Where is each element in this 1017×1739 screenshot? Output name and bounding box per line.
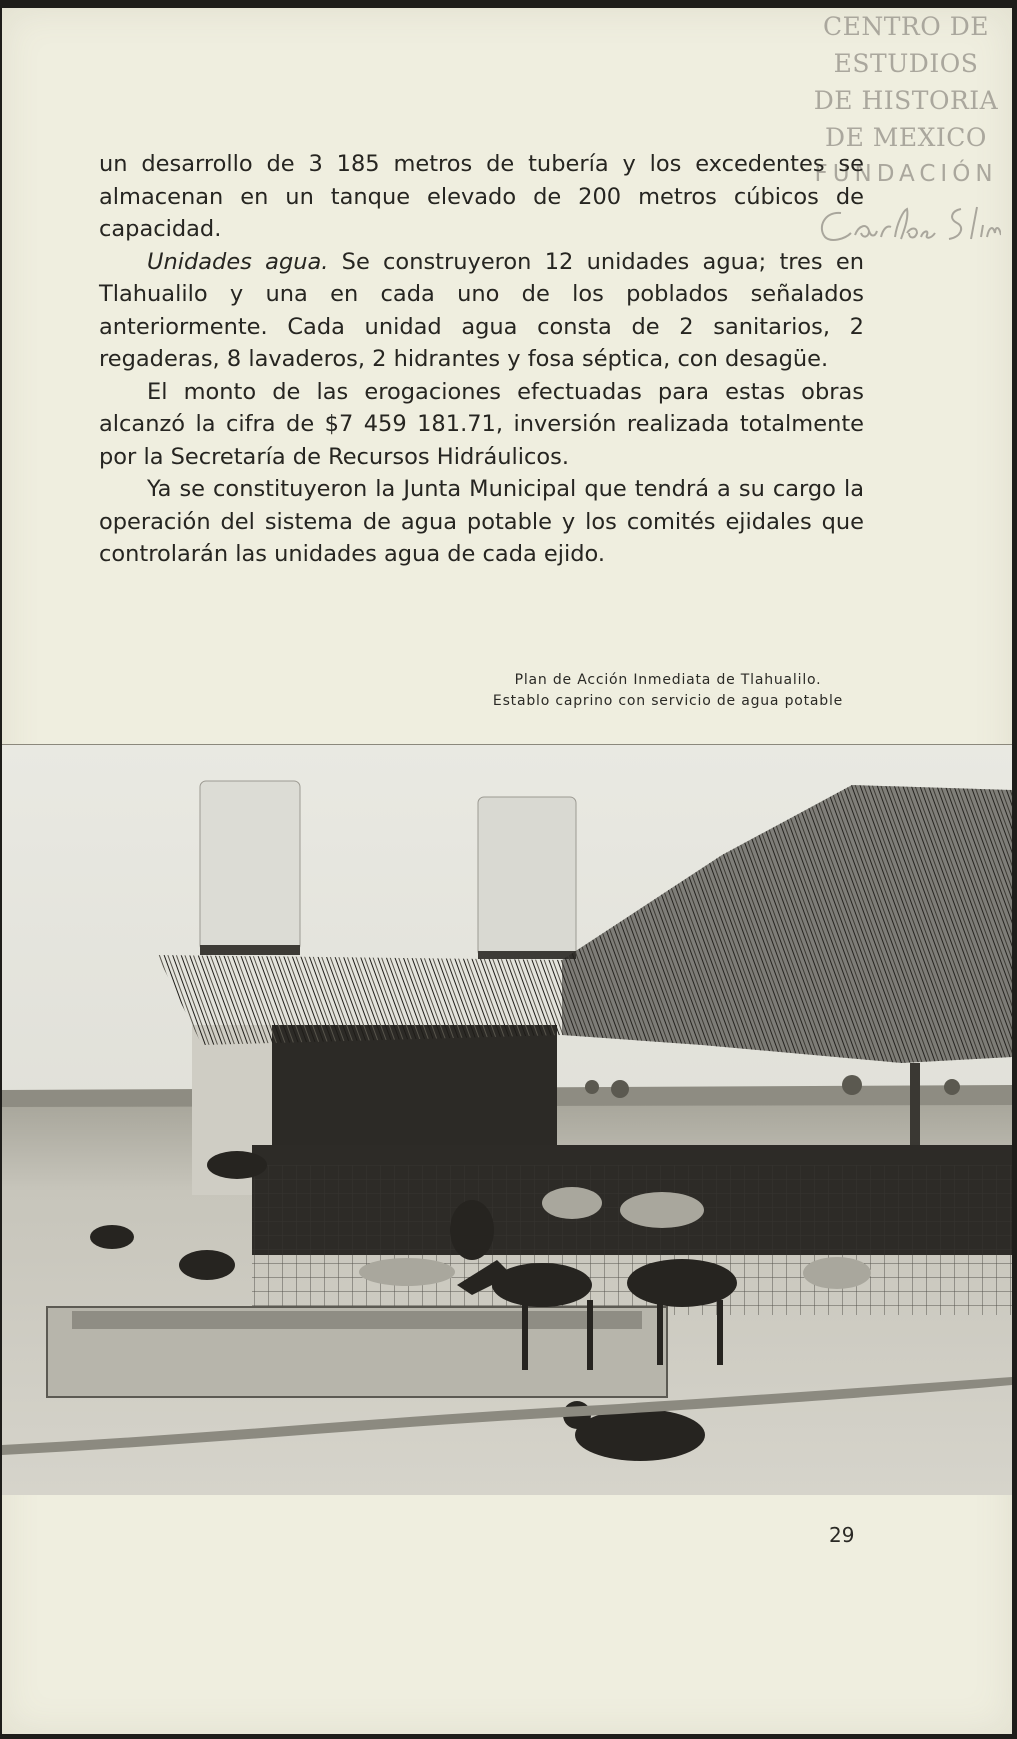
caption-line: Establo caprino con servicio de agua potable <box>492 693 844 709</box>
caption-line: Plan de Acción Inmediata de Tlahualilo. <box>514 672 822 688</box>
body-text <box>99 148 864 571</box>
watermark-line: CENTRO DE <box>823 12 989 41</box>
paragraph-text: Se construyeron 12 unidades agua; tres en Tlahualilo y una en cada uno de los poblados señalados anteriormente. Cada unidad agua consta de 2 sanitarios, 2 regaderas, 8 lavaderos, 2 hidrantes y fosa séptica, con desagüe. <box>99 248 864 372</box>
watermark-line: ESTUDIOS <box>833 49 979 78</box>
paragraph-lead: Unidades agua. <box>147 248 329 275</box>
photo-caption <box>472 670 864 712</box>
paragraph: un desarrollo de 3 185 metros de tubería y los excedentes se almacenan en un tanque elevado de 200 metros cúbicos de capacidad. <box>99 151 864 242</box>
paragraph: Ya se constituyeron la Junta Municipal que tendrá a su cargo la operación del sistema de agua potable y los comités ejidales que controlarán las unidades agua de cada ejido. <box>99 476 864 567</box>
watermark-line: DE HISTORIA <box>813 86 999 115</box>
page-number: 29 <box>829 1523 855 1547</box>
photo-illustration <box>2 745 1012 1495</box>
paragraph <box>99 246 864 376</box>
goat-stable-photo <box>2 744 1012 1495</box>
watermark-line: DE MEXICO <box>825 123 987 152</box>
watermark-foundation: FUNDACIÓN <box>814 161 998 187</box>
paragraph: El monto de las erogaciones efectuadas para estas obras alcanzó la cifra de $7 459 181.71, inversión realizada totalmente por la Secretaría de Recursos Hidráulicos. <box>99 378 864 470</box>
document-page <box>2 8 1012 1734</box>
